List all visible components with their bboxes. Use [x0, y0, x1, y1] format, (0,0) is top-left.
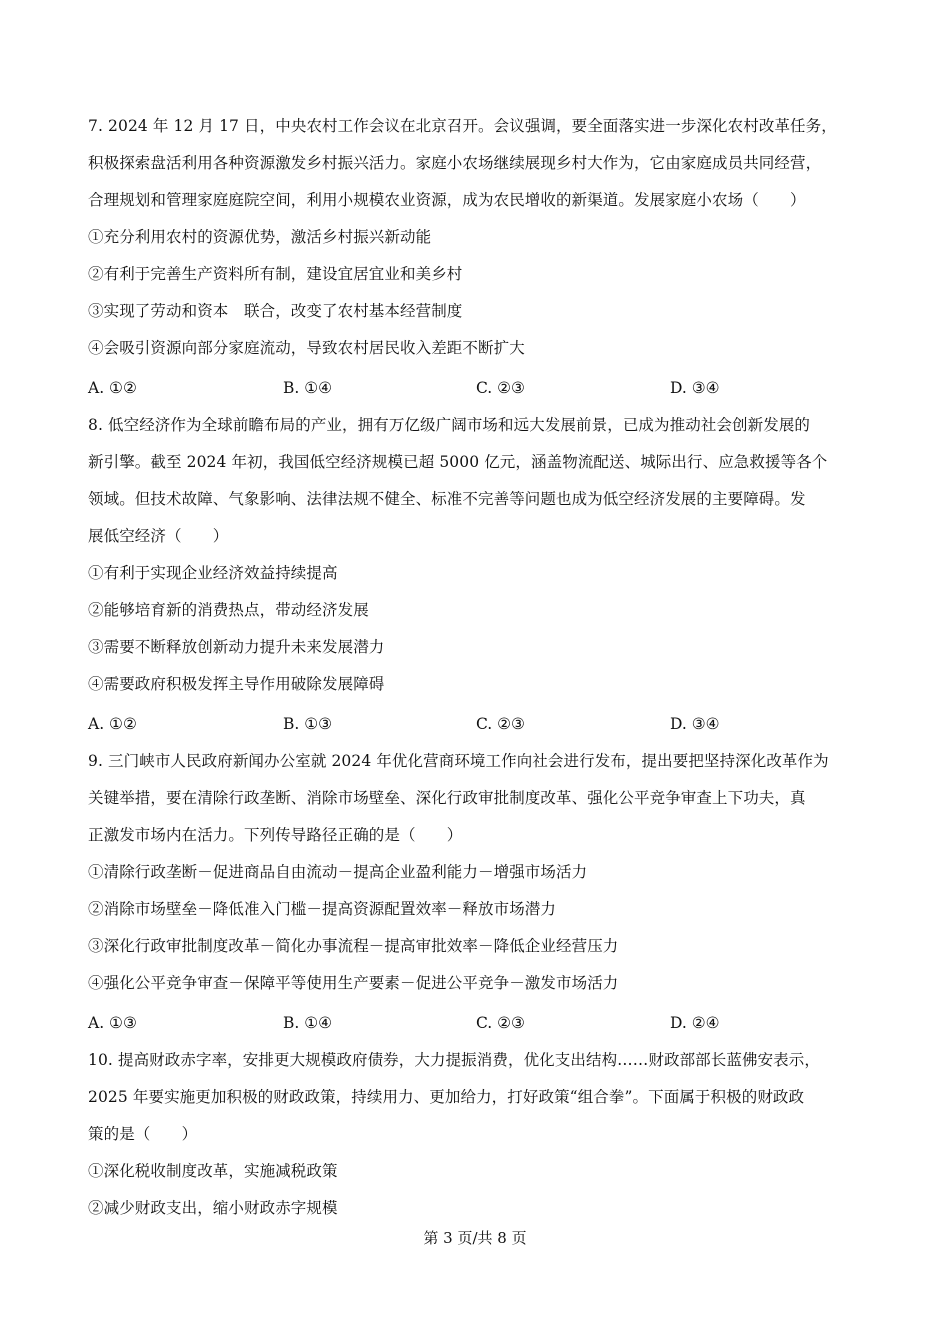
q9-stem-line-3: 正激发市场内在活力。下列传导路径正确的是（ ）: [88, 826, 463, 844]
q9-choice-c[interactable]: C. ②③: [476, 1014, 525, 1032]
q7-option-1: ①充分利用农村的资源优势，激活乡村振兴新动能: [88, 228, 432, 246]
q7-choice-a[interactable]: A. ①②: [88, 379, 137, 397]
q9-choices: [88, 1012, 878, 1034]
q9-choice-b[interactable]: B. ①④: [283, 1014, 333, 1032]
q10-option-1: ①深化税收制度改革，实施减税政策: [88, 1162, 338, 1180]
q9-choice-d[interactable]: D. ②④: [670, 1014, 720, 1032]
q8-stem-line-3: 领域。但技术故障、气象影响、法律法规不健全、标准不完善等问题也成为低空经济发展的主要障碍。发: [88, 490, 806, 508]
q7-choice-b[interactable]: B. ①④: [283, 379, 333, 397]
page-number-footer: 第 3 页/共 8 页: [423, 1229, 527, 1247]
q7-choice-c[interactable]: C. ②③: [476, 379, 525, 397]
q10-stem-line-1: 10. 提高财政赤字率，安排更大规模政府债券，大力提振消费，优化支出结构……财政部部长蓝佛安表示，: [88, 1051, 820, 1069]
q8-choice-b[interactable]: B. ①③: [283, 715, 333, 733]
q8-option-3: ③需要不断释放创新动力提升未来发展潜力: [88, 638, 385, 656]
q9-stem-line-1: 9. 三门峡市人民政府新闻办公室就 2024 年优化营商环境工作向社会进行发布，提出要把坚持深化改革作为: [88, 752, 829, 770]
q8-option-1: ①有利于实现企业经济效益持续提高: [88, 564, 338, 582]
q8-option-2: ②能够培育新的消费热点，带动经济发展: [88, 601, 369, 619]
q7-option-2: ②有利于完善生产资料所有制，建设宜居宜业和美乡村: [88, 265, 463, 283]
q8-choices: [88, 713, 878, 735]
q8-choice-d[interactable]: D. ③④: [670, 715, 720, 733]
q8-stem-line-4: 展低空经济（ ）: [88, 527, 229, 545]
q7-option-4: ④会吸引资源向部分家庭流动，导致农村居民收入差距不断扩大: [88, 339, 525, 357]
q8-stem-line-1: 8. 低空经济作为全球前瞻布局的产业，拥有万亿级广阔市场和远大发展前景，已成为推动社会创新发展的: [88, 416, 811, 434]
q7-stem-line-1: 7. 2024 年 12 月 17 日，中央农村工作会议在北京召开。会议强调，要全面落实进一步深化农村改革任务，: [88, 117, 837, 135]
q9-option-3: ③深化行政审批制度改革－简化办事流程－提高审批效率－降低企业经营压力: [88, 937, 619, 955]
q9-stem-line-2: 关键举措，要在清除行政垄断、消除市场壁垒、深化行政审批制度改革、强化公平竞争审查上下功夫，真: [88, 789, 806, 807]
q7-stem-line-2: 积极探索盘活利用各种资源激发乡村振兴活力。家庭小农场继续展现乡村大作为，它由家庭成员共同经营，: [88, 154, 822, 172]
q10-stem-line-2: 2025 年要实施更加积极的财政政策，持续用力、更加给力，打好政策“组合拳”。下面属于积极的财政政: [88, 1088, 805, 1106]
q8-option-4: ④需要政府积极发挥主导作用破除发展障碍: [88, 675, 385, 693]
q8-choice-a[interactable]: A. ①②: [88, 715, 137, 733]
q10-stem-line-3: 策的是（ ）: [88, 1125, 198, 1143]
q7-choices: [88, 377, 878, 399]
q9-option-2: ②消除市场壁垒－降低准入门槛－提高资源配置效率－释放市场潜力: [88, 900, 557, 918]
q7-choice-d[interactable]: D. ③④: [670, 379, 720, 397]
q10-option-2: ②减少财政支出，缩小财政赤字规模: [88, 1199, 338, 1217]
q9-option-4: ④强化公平竞争审查－保障平等使用生产要素－促进公平竞争－激发市场活力: [88, 974, 619, 992]
q9-option-1: ①清除行政垄断－促进商品自由流动－提高企业盈利能力－增强市场活力: [88, 863, 588, 881]
q7-option-3: ③实现了劳动和资本 联合，改变了农村基本经营制度: [88, 302, 463, 320]
q8-choice-c[interactable]: C. ②③: [476, 715, 525, 733]
q7-stem-line-3: 合理规划和管理家庭庭院空间，利用小规模农业资源，成为农民增收的新渠道。发展家庭小农场（ ）: [88, 191, 806, 209]
q8-stem-line-2: 新引擎。截至 2024 年初，我国低空经济规模已超 5000 亿元，涵盖物流配送、城际出行、应急救援等各个: [88, 453, 828, 471]
q9-choice-a[interactable]: A. ①③: [88, 1014, 137, 1032]
